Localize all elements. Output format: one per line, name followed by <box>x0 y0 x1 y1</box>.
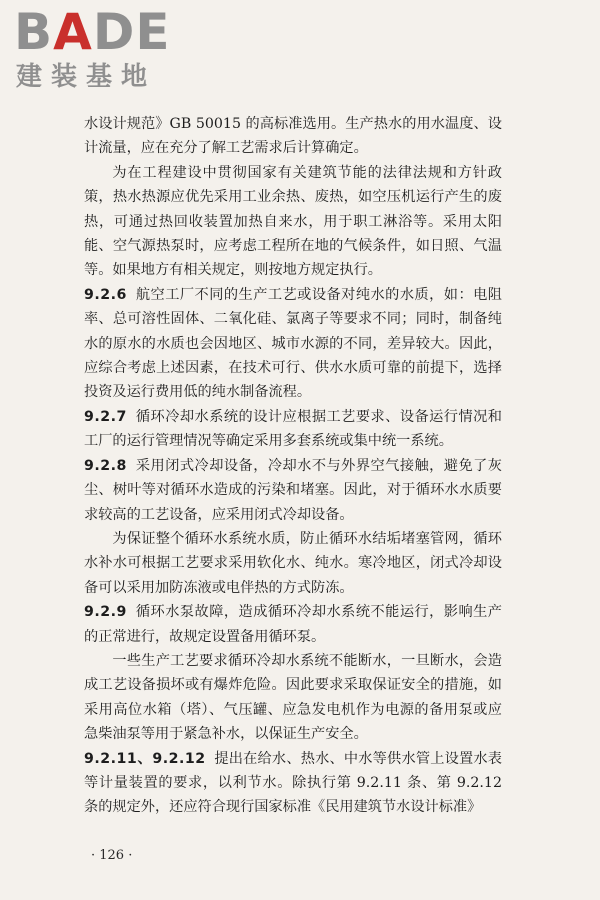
paragraph-text: 一些生产工艺要求循环冷却水系统不能断水，一旦断水，会造成工艺设备损坏或有爆炸危险。因此要求采取保证安全的措施，如采用高位水箱（塔）、气压罐、应急发电机作为电源的备用泵或应急柴油泵等用于紧急补水，以保证生产安全。 <box>84 652 502 743</box>
watermark-logo <box>14 3 184 96</box>
paragraph-text: 采用闭式冷却设备，冷却水不与外界空气接触，避免了灰尘、树叶等对循环水造成的污染和堵塞。因此，对于循环水水质要求较高的工艺设备，应采用闭式冷却设备。 <box>84 457 502 523</box>
clause-paragraph <box>84 747 502 820</box>
body-paragraph <box>84 649 502 747</box>
paragraph-text: 航空工厂不同的生产工艺或设备对纯水的水质，如：电阻率、总可溶性固体、二氧化硅、氯离子等要求不同；同时，制备纯水的原水的水质也会因地区、城市水源的不同，差异较大。因此，应综合考虑上述因素，在技术可行、供水水质可靠的前提下，选择投资及运行费用低的纯水制备流程。 <box>84 286 502 401</box>
body-paragraph <box>84 527 502 600</box>
paragraph-text: 为保证整个循环水系统水质，防止循环水结垢堵塞管网，循环水补水可根据工艺要求采用软化水、纯水。寒冷地区，闭式冷却设备可以采用加防冻液或电伴热的方式防冻。 <box>84 530 502 596</box>
clause-number: 9.2.6 <box>84 286 127 303</box>
watermark-logo-chinese: 建装基地 <box>16 62 157 92</box>
clause-paragraph <box>84 405 502 454</box>
paragraph-text: 提出在给水、热水、中水等供水管上设置水表等计量装置的要求，以利节水。除执行第 9.2.11 条、第 9.2.12 条的规定外，还应符合现行国家标准《民用建筑节水设计标准》 <box>84 750 502 816</box>
clause-paragraph <box>84 454 502 527</box>
document-body <box>84 112 502 820</box>
body-paragraph <box>84 161 502 283</box>
body-paragraph <box>84 112 502 161</box>
paragraph-text: 循环水泵故障，造成循环冷却水系统不能运行，影响生产的正常进行，故规定设置备用循环泵。 <box>84 604 502 645</box>
clause-paragraph <box>84 600 502 649</box>
clause-paragraph <box>84 283 502 405</box>
page-number: · 126 · <box>91 848 133 863</box>
watermark-logo-latin: BADE <box>14 3 171 61</box>
paragraph-text: 循环冷却水系统的设计应根据工艺要求、设备运行情况和工厂的运行管理情况等确定采用多套系统或集中统一系统。 <box>84 408 502 450</box>
clause-number: 9.2.9 <box>84 604 127 621</box>
clause-number: 9.2.11、9.2.12 <box>84 750 206 767</box>
paragraph-text: 水设计规范》GB 50015 的高标准选用。生产热水的用水温度、设计流量，应在充分了解工艺需求后计算确定。 <box>84 116 502 157</box>
clause-number: 9.2.7 <box>84 408 127 425</box>
paragraph-text: 为在工程建设中贯彻国家有关建筑节能的法律法规和方针政策，热水热源应优先采用工业余热、废热，如空压机运行产生的废热，可通过热回收装置加热自来水，用于职工淋浴等。采用太阳能、空气源热泵时，应考虑工程所在地的气候条件，如日照、气温等。如果地方有相关规定，则按地方规定执行。 <box>84 164 502 279</box>
clause-number: 9.2.8 <box>84 457 127 474</box>
